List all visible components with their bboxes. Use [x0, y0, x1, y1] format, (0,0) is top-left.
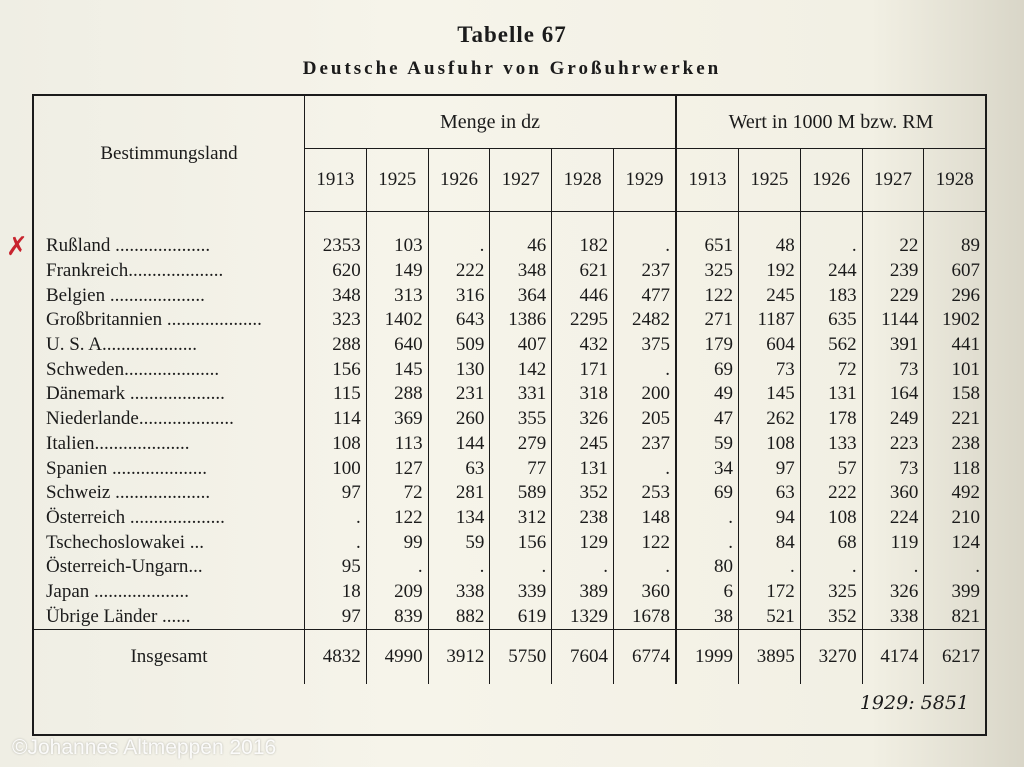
wert-cell: . — [800, 555, 862, 580]
wert-cell: . — [800, 234, 862, 259]
menge-cell: 100 — [305, 456, 367, 481]
wert-cell: 172 — [738, 580, 800, 605]
table-row — [34, 382, 985, 407]
wert-cell: 178 — [800, 407, 862, 432]
menge-cell: 331 — [490, 382, 552, 407]
wert-cell: . — [738, 555, 800, 580]
menge-cell: 288 — [305, 333, 367, 358]
menge-cell: 231 — [428, 382, 490, 407]
menge-cell: 2482 — [613, 308, 676, 333]
wert-cell: 221 — [951, 408, 980, 430]
wert-cell: 183 — [800, 283, 862, 308]
year-header-menge-5: 1929 — [613, 149, 676, 212]
menge-cell: 129 — [552, 530, 614, 555]
menge-cell: 839 — [366, 604, 428, 629]
wert-cell: 244 — [800, 259, 862, 284]
menge-cell: . — [613, 555, 676, 580]
wert-cell: 245 — [738, 283, 800, 308]
wert-cell: 399 — [951, 580, 980, 602]
table-row — [34, 555, 985, 580]
wert-cell: . — [975, 556, 980, 578]
menge-cell: 364 — [490, 283, 552, 308]
menge-cell: 318 — [552, 382, 614, 407]
table-row — [34, 333, 985, 358]
menge-cell: 205 — [613, 407, 676, 432]
year-header-wert-1: 1925 — [738, 149, 800, 212]
spacer-cell — [34, 212, 305, 235]
table-row — [34, 604, 985, 629]
year-header-menge-1: 1925 — [366, 149, 428, 212]
wert-cell: 238 — [951, 432, 980, 454]
menge-cell: . — [305, 530, 367, 555]
table-title: Tabelle 67 — [457, 22, 567, 47]
menge-cell: 99 — [366, 530, 428, 555]
total-row — [34, 630, 985, 685]
menge-cell: 238 — [552, 506, 614, 531]
table-row — [34, 456, 985, 481]
menge-cell: 589 — [490, 481, 552, 506]
wert-cell: 69 — [676, 481, 739, 506]
menge-cell: 200 — [613, 382, 676, 407]
menge-cell: 509 — [428, 333, 490, 358]
total-menge-cell: 5750 — [490, 630, 552, 685]
wert-cell: 607 — [951, 260, 980, 282]
country-name: Japan .................... — [34, 580, 305, 605]
year-header-menge-4: 1928 — [552, 149, 614, 212]
wert-cell: 73 — [862, 456, 924, 481]
wert-cell: 119 — [862, 530, 924, 555]
menge-cell: 312 — [490, 506, 552, 531]
menge-cell: . — [613, 357, 676, 382]
menge-cell: . — [305, 506, 367, 531]
country-name: Dänemark .................... — [34, 382, 305, 407]
wert-cell: 229 — [862, 283, 924, 308]
menge-cell: 348 — [490, 259, 552, 284]
total-menge-cell: 7604 — [552, 630, 614, 685]
menge-cell: 355 — [490, 407, 552, 432]
wert-cell: 6 — [676, 580, 739, 605]
wert-cell: . — [676, 506, 739, 531]
menge-cell: 130 — [428, 357, 490, 382]
wert-cell: 97 — [738, 456, 800, 481]
wert-cell: 635 — [800, 308, 862, 333]
wert-cell: 192 — [738, 259, 800, 284]
menge-cell: 1386 — [490, 308, 552, 333]
year-header-wert-4: 1928 — [924, 149, 985, 212]
wert-cell: 164 — [862, 382, 924, 407]
spacer-cell — [613, 212, 676, 235]
country-name: Österreich .................... — [34, 506, 305, 531]
wert-cell: 338 — [862, 604, 924, 629]
table-row — [34, 308, 985, 333]
menge-cell: 432 — [552, 333, 614, 358]
menge-cell: 339 — [490, 580, 552, 605]
menge-cell: 326 — [552, 407, 614, 432]
menge-cell: 260 — [428, 407, 490, 432]
spacer-cell — [800, 212, 862, 235]
menge-cell: 407 — [490, 333, 552, 358]
menge-cell: 389 — [552, 580, 614, 605]
country-name: Niederlande.................... — [34, 407, 305, 432]
wert-cell: 239 — [862, 259, 924, 284]
menge-cell: 134 — [428, 506, 490, 531]
country-name: Schweiz .................... — [34, 481, 305, 506]
wert-cell: . — [676, 530, 739, 555]
wert-cell: 1144 — [862, 308, 924, 333]
wert-cell: 22 — [862, 234, 924, 259]
column-group-wert: Wert in 1000 M bzw. RM — [676, 96, 985, 149]
menge-cell: 360 — [613, 580, 676, 605]
wert-cell: 89 — [961, 235, 980, 257]
menge-cell: 103 — [366, 234, 428, 259]
menge-cell: 97 — [305, 481, 367, 506]
spacer-cell — [428, 212, 490, 235]
wert-cell: 73 — [738, 357, 800, 382]
wert-cell: 80 — [676, 555, 739, 580]
menge-cell: 1402 — [366, 308, 428, 333]
spacer-cell — [366, 212, 428, 235]
copyright-watermark: ©Johannes Altmeppen 2016 — [12, 736, 277, 759]
wert-cell: 118 — [952, 457, 980, 479]
wert-cell: 562 — [800, 333, 862, 358]
wert-cell: 325 — [800, 580, 862, 605]
wert-cell: 94 — [738, 506, 800, 531]
total-wert-cell: 4174 — [862, 630, 924, 685]
total-wert-cell: 6217 — [924, 630, 985, 685]
menge-cell: 619 — [490, 604, 552, 629]
wert-cell: 73 — [862, 357, 924, 382]
table-row — [34, 506, 985, 531]
menge-cell: . — [490, 555, 552, 580]
data-table-frame — [32, 94, 987, 736]
column-header-destination: Bestimmungsland — [34, 96, 305, 212]
wert-cell: 72 — [800, 357, 862, 382]
wert-cell: 224 — [862, 506, 924, 531]
wert-cell: 325 — [676, 259, 739, 284]
menge-cell: 108 — [305, 432, 367, 457]
menge-cell: 131 — [552, 456, 614, 481]
total-menge-cell: 4990 — [366, 630, 428, 685]
wert-cell: 34 — [676, 456, 739, 481]
menge-cell: 113 — [366, 432, 428, 457]
country-name: Schweden.................... — [34, 357, 305, 382]
wert-cell: 179 — [676, 333, 739, 358]
menge-cell: 59 — [428, 530, 490, 555]
menge-cell: 63 — [428, 456, 490, 481]
menge-cell: 122 — [613, 530, 676, 555]
menge-cell: 338 — [428, 580, 490, 605]
menge-cell: 253 — [613, 481, 676, 506]
wert-cell: 124 — [951, 531, 980, 553]
wert-cell: 352 — [800, 604, 862, 629]
country-name: Rußland .................... — [34, 234, 305, 259]
menge-cell: . — [428, 234, 490, 259]
menge-cell: 149 — [366, 259, 428, 284]
menge-cell: 2353 — [305, 234, 367, 259]
wert-cell: 133 — [800, 432, 862, 457]
wert-cell: 360 — [862, 481, 924, 506]
menge-cell: 18 — [305, 580, 367, 605]
menge-cell: 114 — [305, 407, 367, 432]
wert-cell: 222 — [800, 481, 862, 506]
menge-cell: 148 — [613, 506, 676, 531]
menge-cell: 281 — [428, 481, 490, 506]
wert-cell: 48 — [738, 234, 800, 259]
red-x-margin-mark: ✗ — [6, 232, 28, 262]
wert-cell: 59 — [676, 432, 739, 457]
wert-cell: 158 — [951, 383, 980, 405]
year-header-wert-3: 1927 — [862, 149, 924, 212]
table-row — [34, 407, 985, 432]
wert-cell: 262 — [738, 407, 800, 432]
table-row — [34, 283, 985, 308]
menge-cell: 237 — [613, 432, 676, 457]
menge-cell: 209 — [366, 580, 428, 605]
year-header-menge-2: 1926 — [428, 149, 490, 212]
menge-cell: 316 — [428, 283, 490, 308]
menge-cell: . — [613, 234, 676, 259]
menge-cell: 1678 — [613, 604, 676, 629]
wert-cell: 249 — [862, 407, 924, 432]
menge-cell: 348 — [305, 283, 367, 308]
country-name: Italien.................... — [34, 432, 305, 457]
spacer-cell — [862, 212, 924, 235]
wert-cell: 604 — [738, 333, 800, 358]
total-menge-cell: 4832 — [305, 630, 367, 685]
wert-cell: 271 — [676, 308, 739, 333]
table-row — [34, 432, 985, 457]
footnote-1929: 1929: 5851 — [859, 692, 969, 714]
menge-cell: 72 — [366, 481, 428, 506]
menge-cell: 182 — [552, 234, 614, 259]
wert-cell: 326 — [862, 580, 924, 605]
menge-cell: 2295 — [552, 308, 614, 333]
menge-cell: 156 — [490, 530, 552, 555]
table-row — [34, 259, 985, 284]
column-group-menge: Menge in dz — [305, 96, 676, 149]
menge-cell: . — [366, 555, 428, 580]
table-row — [34, 481, 985, 506]
year-header-wert-0: 1913 — [676, 149, 739, 212]
year-header-menge-0: 1913 — [305, 149, 367, 212]
country-name: Frankreich.................... — [34, 259, 305, 284]
menge-cell: 77 — [490, 456, 552, 481]
country-name: Belgien .................... — [34, 283, 305, 308]
wert-cell: 122 — [676, 283, 739, 308]
menge-cell: . — [552, 555, 614, 580]
wert-cell: 69 — [676, 357, 739, 382]
total-menge-cell: 3912 — [428, 630, 490, 685]
country-name: Übrige Länder ...... — [34, 604, 305, 629]
menge-cell: . — [428, 555, 490, 580]
menge-cell: 222 — [428, 259, 490, 284]
wert-cell: 1902 — [942, 309, 980, 331]
menge-cell: 145 — [366, 357, 428, 382]
menge-cell: 446 — [552, 283, 614, 308]
spacer-row — [34, 212, 985, 235]
spacer-cell — [305, 212, 367, 235]
menge-cell: 288 — [366, 382, 428, 407]
menge-cell: 142 — [490, 357, 552, 382]
wert-cell: 57 — [800, 456, 862, 481]
wert-cell: 63 — [738, 481, 800, 506]
wert-cell: 391 — [862, 333, 924, 358]
total-wert-cell: 1999 — [676, 630, 739, 685]
menge-cell: 171 — [552, 357, 614, 382]
total-wert-cell: 3895 — [738, 630, 800, 685]
total-menge-cell: 6774 — [613, 630, 676, 685]
header-row-groups — [34, 96, 985, 149]
wert-cell: 101 — [951, 358, 980, 380]
wert-cell: 38 — [676, 604, 739, 629]
wert-cell: 84 — [738, 530, 800, 555]
table-row — [34, 580, 985, 605]
wert-cell: 49 — [676, 382, 739, 407]
country-name: Tschechoslowakei ... — [34, 530, 305, 555]
wert-cell: 145 — [738, 382, 800, 407]
table-row — [34, 357, 985, 382]
menge-cell: 375 — [613, 333, 676, 358]
menge-cell: 477 — [613, 283, 676, 308]
menge-cell: 97 — [305, 604, 367, 629]
wert-cell: 441 — [951, 334, 980, 356]
wert-cell: 521 — [738, 604, 800, 629]
menge-cell: 95 — [305, 555, 367, 580]
menge-cell: . — [613, 456, 676, 481]
wert-cell: 210 — [951, 506, 980, 528]
year-header-menge-3: 1927 — [490, 149, 552, 212]
menge-cell: 643 — [428, 308, 490, 333]
menge-cell: 352 — [552, 481, 614, 506]
country-name: Spanien .................... — [34, 456, 305, 481]
menge-cell: 127 — [366, 456, 428, 481]
menge-cell: 323 — [305, 308, 367, 333]
spacer-cell — [676, 212, 739, 235]
total-wert-cell: 3270 — [800, 630, 862, 685]
wert-cell: . — [862, 555, 924, 580]
export-table — [34, 96, 985, 684]
spacer-cell — [552, 212, 614, 235]
spacer-cell — [738, 212, 800, 235]
menge-cell: 640 — [366, 333, 428, 358]
menge-cell: 1329 — [552, 604, 614, 629]
wert-cell: 296 — [951, 284, 980, 306]
year-header-wert-2: 1926 — [800, 149, 862, 212]
menge-cell: 245 — [552, 432, 614, 457]
menge-cell: 156 — [305, 357, 367, 382]
total-label: Insgesamt — [34, 630, 305, 685]
wert-cell: 47 — [676, 407, 739, 432]
wert-cell: 492 — [951, 482, 980, 504]
menge-cell: 882 — [428, 604, 490, 629]
menge-cell: 115 — [305, 382, 367, 407]
wert-cell: 1187 — [738, 308, 800, 333]
country-name: Großbritannien .................... — [34, 308, 305, 333]
menge-cell: 369 — [366, 407, 428, 432]
menge-cell: 46 — [490, 234, 552, 259]
wert-cell: 68 — [800, 530, 862, 555]
spacer-cell — [490, 212, 552, 235]
menge-cell: 621 — [552, 259, 614, 284]
menge-cell: 122 — [366, 506, 428, 531]
wert-cell: 131 — [800, 382, 862, 407]
menge-cell: 237 — [613, 259, 676, 284]
wert-cell: 108 — [800, 506, 862, 531]
menge-cell: 144 — [428, 432, 490, 457]
menge-cell: 620 — [305, 259, 367, 284]
table-row — [34, 530, 985, 555]
country-name: Österreich-Ungarn... — [34, 555, 305, 580]
menge-cell: 313 — [366, 283, 428, 308]
wert-cell: 651 — [676, 234, 739, 259]
country-name: U. S. A.................... — [34, 333, 305, 358]
spacer-cell — [924, 212, 985, 235]
wert-cell: 223 — [862, 432, 924, 457]
table-body — [34, 212, 985, 685]
table-subtitle: Deutsche Ausfuhr von Großuhrwerken — [302, 58, 722, 79]
wert-cell: 108 — [738, 432, 800, 457]
wert-cell: 821 — [951, 605, 980, 627]
table-row — [34, 234, 985, 259]
menge-cell: 279 — [490, 432, 552, 457]
